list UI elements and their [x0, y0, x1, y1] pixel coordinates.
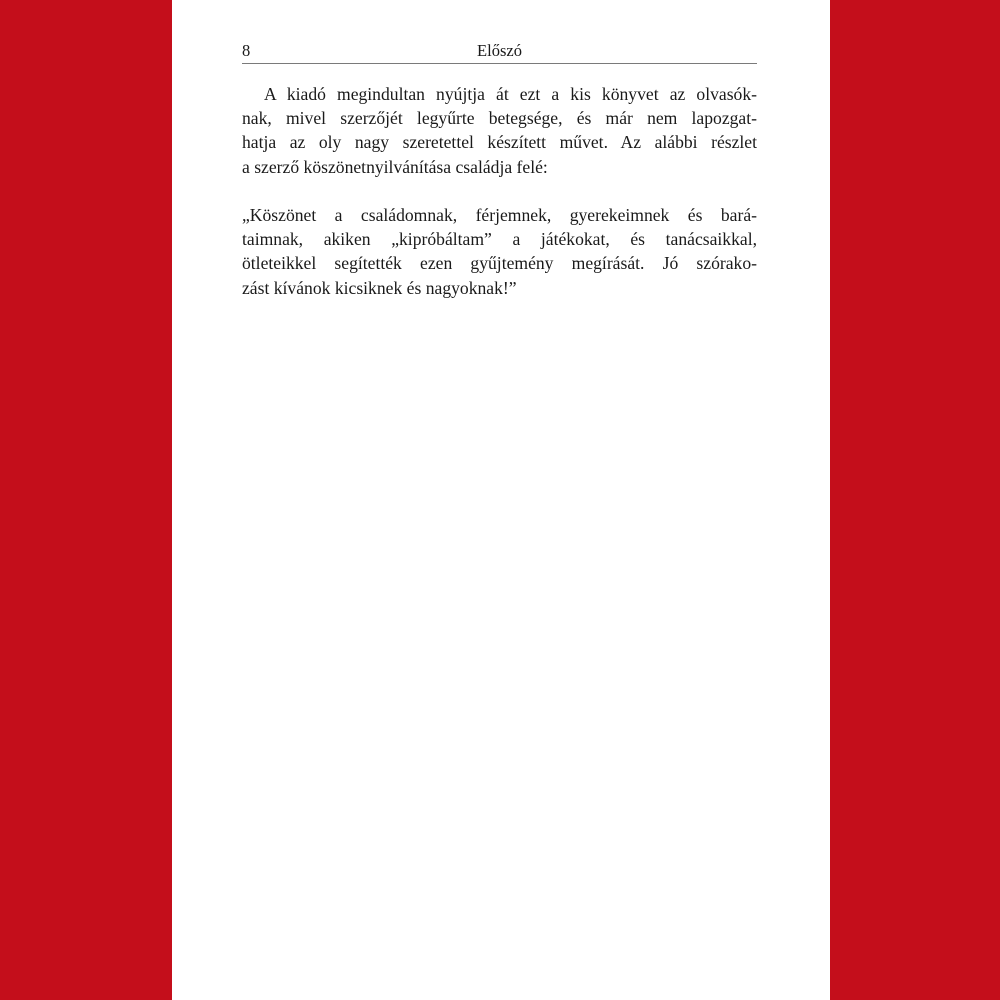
page-number: 8 — [242, 41, 251, 60]
text-line: taimnak, akiken „kipróbáltam” a játékokat, és tanácsaikkal, — [242, 229, 757, 250]
text-line: A kiadó megindultan nyújtja át ezt a kis könyvet az olvasók- — [264, 84, 757, 104]
chapter-title: Előszó — [477, 41, 522, 60]
running-head — [242, 37, 757, 64]
paragraph-publisher-note — [242, 82, 757, 179]
text-line: zást kívánok kicsiknek és nagyoknak!” — [242, 277, 517, 298]
text-line: hatja az oly nagy szeretettel készített művet. Az alábbi részlet — [242, 132, 757, 153]
paragraph-gap — [242, 179, 757, 203]
text-line: nak, mivel szerzőjét legyűrte betegsége, és már nem lapozgat- — [242, 108, 757, 129]
book-page — [172, 0, 830, 1000]
paragraph-author-quote — [242, 203, 757, 300]
body-text — [242, 82, 757, 300]
text-line: „Köszönet a családomnak, férjemnek, gyerekeimnek és bará- — [242, 204, 757, 225]
text-line: ötleteikkel segítették ezen gyűjtemény megírását. Jó szórako- — [242, 253, 757, 274]
text-line: a szerző köszönetnyilvánítása családja felé: — [242, 156, 548, 177]
